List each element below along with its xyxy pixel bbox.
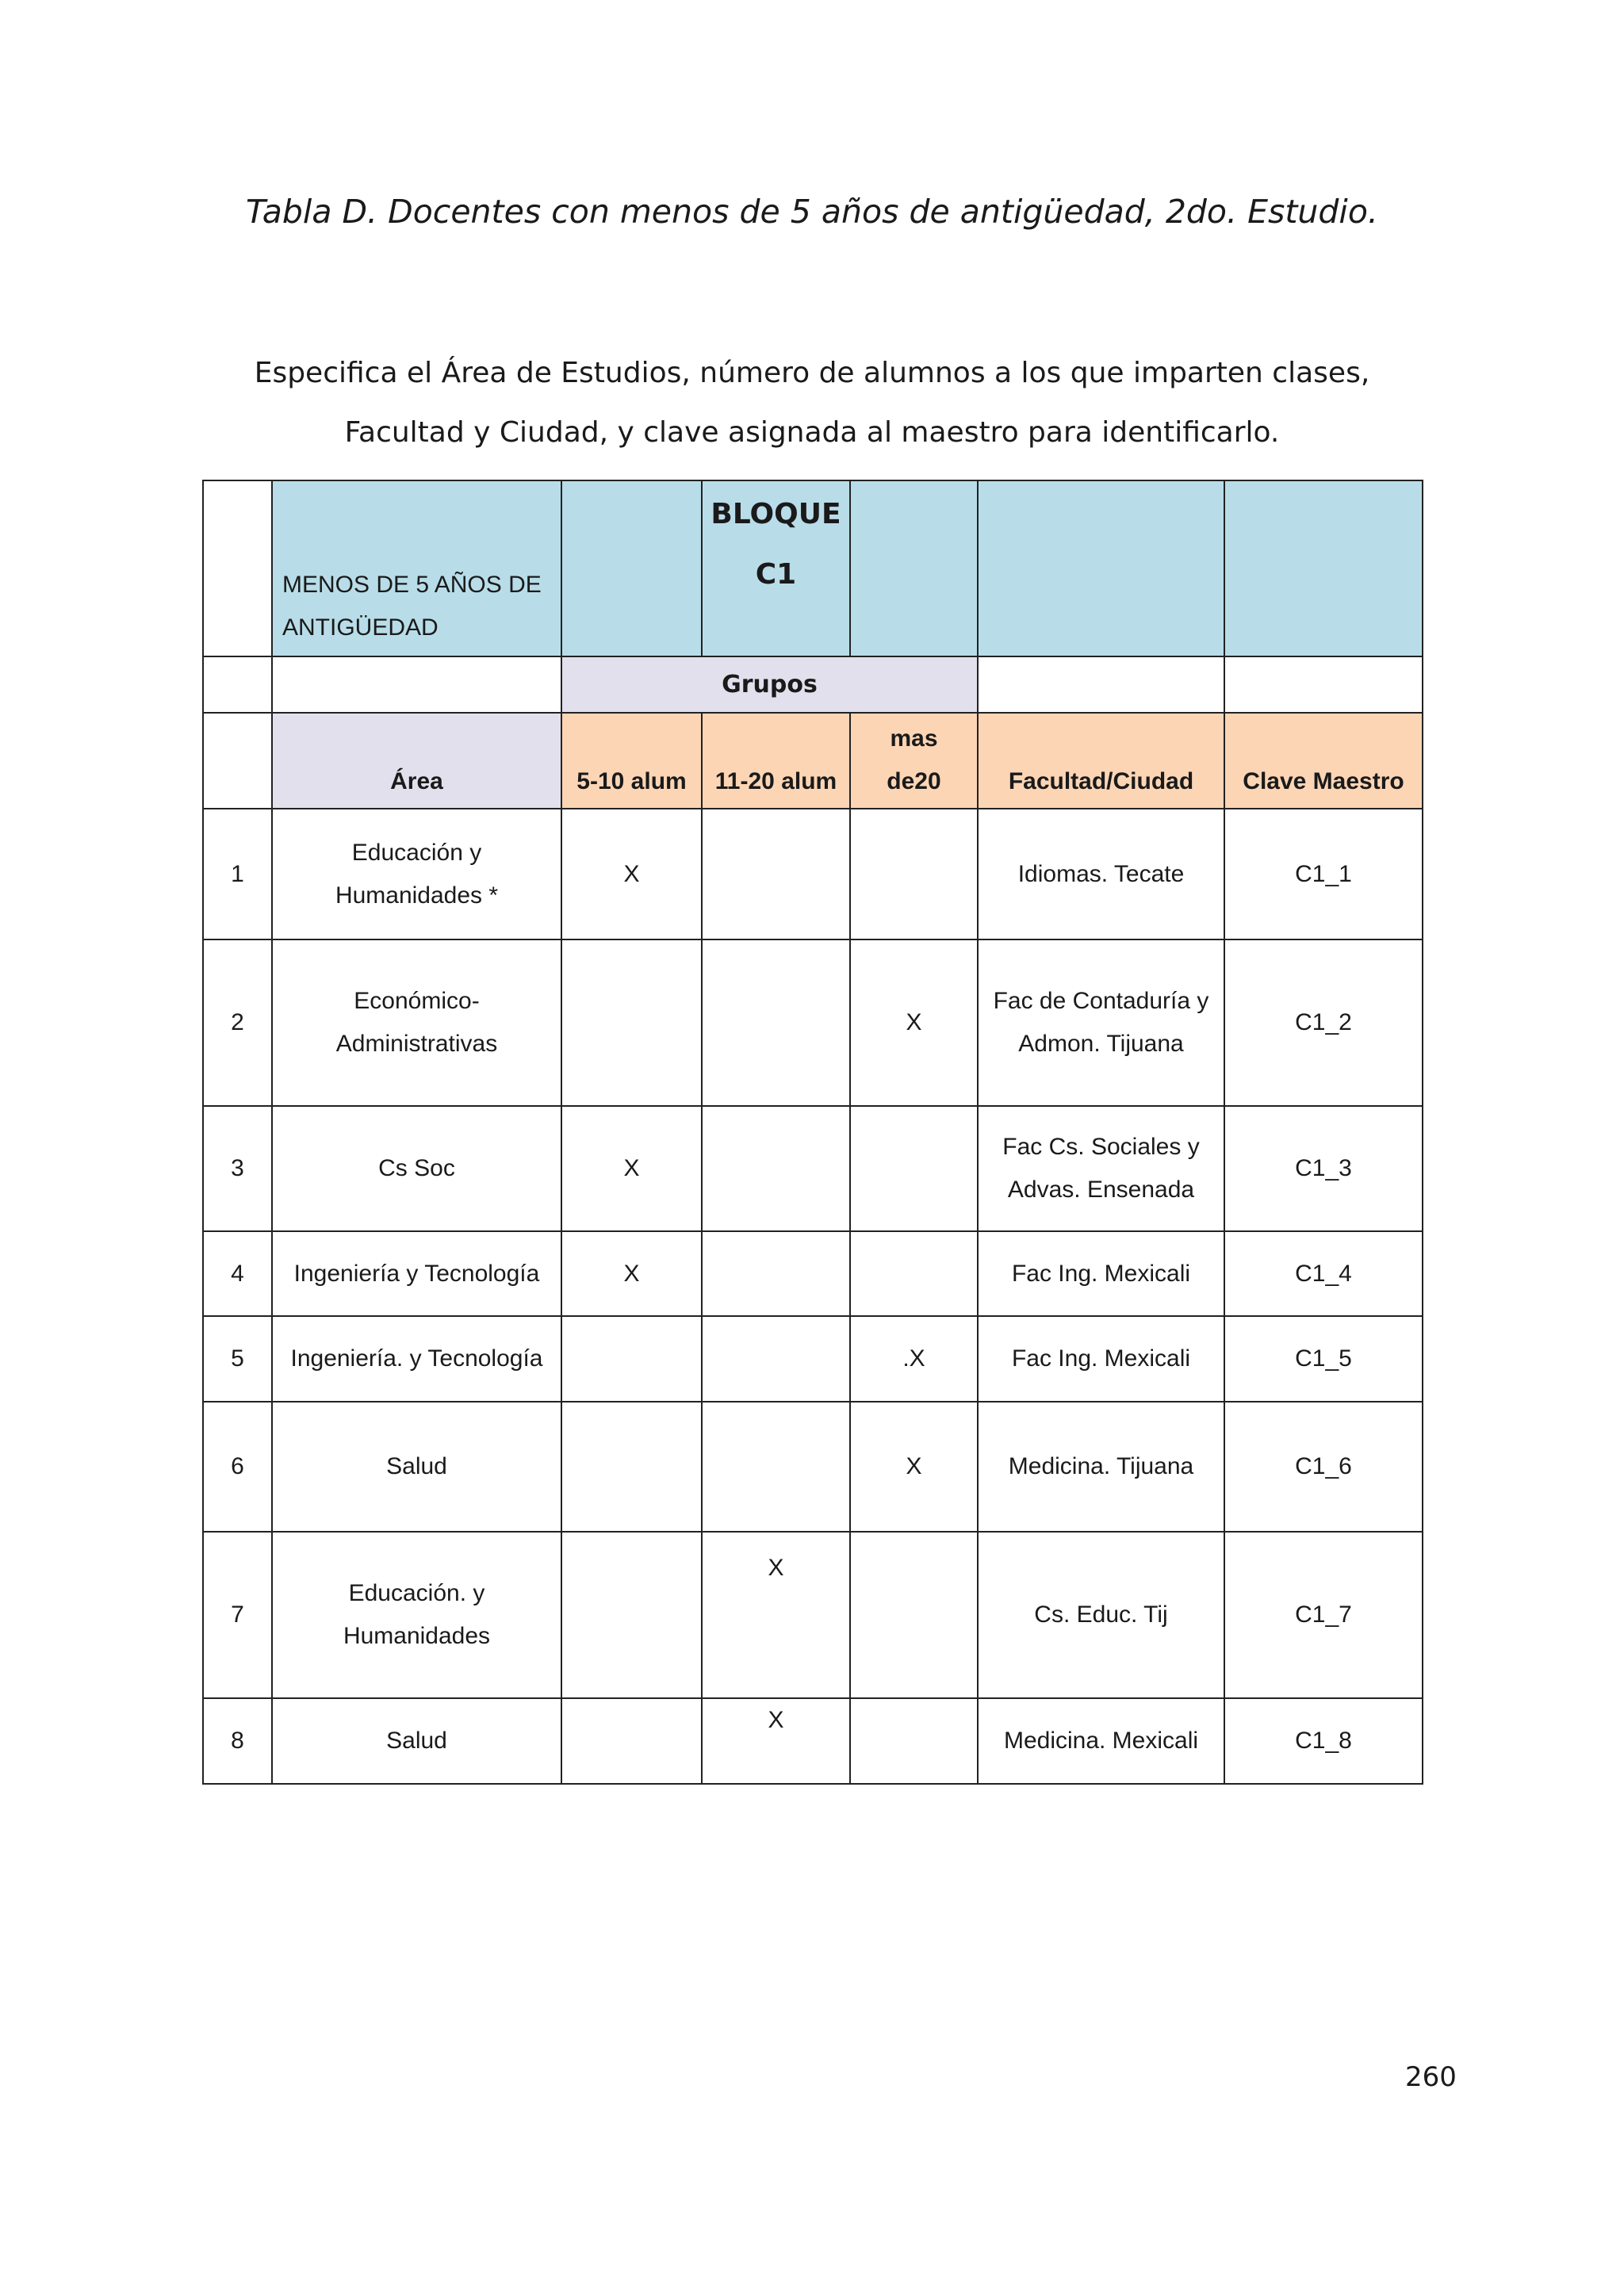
facultad-line: Advas. Ensenada [1007,1177,1195,1203]
group-5-10-mark [561,1698,702,1784]
area-line: Salud [386,1728,447,1754]
table-row [203,1231,1423,1316]
column-header-11-20: 11-20 alum [702,713,850,809]
page-number: 260 [1405,2061,1457,2093]
bloque-code: C1 [755,558,797,591]
group-11-20-mark [702,1231,850,1316]
header-row-columns [203,713,1423,809]
header-corner-cell [203,480,272,656]
clave-cell: C1_6 [1224,1402,1423,1532]
header-blank-cell [203,713,272,809]
group-20-mark [850,809,978,939]
group-5-10-mark [561,1532,702,1698]
group-5-10-mark: X [561,1231,702,1316]
seniority-group-label: MENOS DE 5 AÑOS DE ANTIGÜEDAD [272,480,561,656]
group-20-mark: .X [850,1316,978,1402]
header-blank-cell [978,480,1224,656]
clave-cell: C1_7 [1224,1532,1423,1698]
bloque-header [702,480,850,656]
area-cell [272,1231,561,1316]
row-number: 3 [203,1106,272,1231]
facultad-line: Idiomas. Tecate [1017,860,1185,887]
row-number: 4 [203,1231,272,1316]
area-line: Educación. y [348,1580,485,1606]
row-number: 5 [203,1316,272,1402]
facultad-cell [978,1231,1224,1316]
table-row [203,1106,1423,1231]
group-11-20-mark [702,1316,850,1402]
clave-cell: C1_3 [1224,1106,1423,1231]
grupos-header: Grupos [561,656,978,713]
header-blank-cell [203,656,272,713]
group-20-mark [850,1698,978,1784]
table-row [203,939,1423,1106]
facultad-line: Fac de Contaduría y [993,988,1209,1014]
group-5-10-mark: X [561,809,702,939]
area-line: Ingeniería y Tecnología [293,1260,540,1287]
row-number: 7 [203,1532,272,1698]
group-5-10-mark [561,939,702,1106]
header-blank-cell [978,656,1224,713]
table-row [203,1402,1423,1532]
facultad-line: Fac Cs. Sociales y [1002,1134,1200,1160]
table-row [203,809,1423,939]
table-row [203,1698,1423,1784]
table-row [203,1316,1423,1402]
facultad-cell [978,1316,1224,1402]
facultad-line: Medicina. Tijuana [1008,1453,1194,1479]
row-number: 6 [203,1402,272,1532]
area-cell [272,1532,561,1698]
clave-cell: C1_2 [1224,939,1423,1106]
row-number: 8 [203,1698,272,1784]
header-row-bloque [203,480,1423,656]
group-20-mark [850,1106,978,1231]
table-caption: Tabla D. Docentes con menos de 5 años de antigüedad, 2do. Estudio. [246,193,1378,231]
facultad-cell [978,939,1224,1106]
facultad-line: Fac Ing. Mexicali [1011,1260,1191,1287]
area-line: Administrativas [335,1031,498,1057]
group-5-10-mark [561,1402,702,1532]
column-header-facultad: Facultad/Ciudad [978,713,1224,809]
group-20-mark [850,1231,978,1316]
area-line: Salud [386,1453,447,1479]
area-cell [272,1316,561,1402]
area-line: Educación y [351,839,482,866]
bloque-label: BLOQUE [710,498,841,530]
facultad-line: Admon. Tijuana [1018,1031,1184,1057]
group-5-10-mark [561,1316,702,1402]
column-header-clave: Clave Maestro [1224,713,1423,809]
area-line: Humanidades * [335,882,499,909]
clave-cell: C1_1 [1224,809,1423,939]
area-line: Humanidades [343,1623,491,1649]
column-header-mas-de-20 [850,713,978,809]
facultad-line: Fac Ing. Mexicali [1011,1345,1191,1372]
area-cell [272,1698,561,1784]
facultad-cell [978,809,1224,939]
header-row-grupos [203,656,1423,713]
group-11-20-mark [702,1106,850,1231]
group-11-20-mark [702,1402,850,1532]
group-5-10-mark: X [561,1106,702,1231]
area-cell [272,809,561,939]
facultad-cell [978,1106,1224,1231]
area-cell [272,1106,561,1231]
clave-cell: C1_5 [1224,1316,1423,1402]
row-number: 2 [203,939,272,1106]
header-blank-cell [850,480,978,656]
clave-cell: C1_4 [1224,1231,1423,1316]
facultad-line: Cs. Educ. Tij [1034,1601,1168,1628]
group-11-20-mark [702,809,850,939]
facultad-line: Medicina. Mexicali [1003,1728,1199,1754]
column-header-5-10: 5-10 alum [561,713,702,809]
area-line: Económico- [354,988,480,1014]
table-row [203,1532,1423,1698]
group-20-mark: X [850,1402,978,1532]
intro-line-1: Especifica el Área de Estudios, número de alumnos a los que imparten clases, [254,357,1370,389]
area-cell [272,939,561,1106]
facultad-cell [978,1698,1224,1784]
area-cell [272,1402,561,1532]
column-header-de20: de20 [887,768,941,794]
facultad-cell [978,1532,1224,1698]
group-11-20-mark [702,939,850,1106]
header-blank-cell [1224,656,1423,713]
column-header-mas: mas [890,725,938,752]
row-number: 1 [203,809,272,939]
group-11-20-mark: X [702,1532,850,1698]
area-line: Ingeniería. y Tecnología [290,1345,543,1372]
teachers-table [202,480,1423,1785]
intro-line-2: Facultad y Ciudad, y clave asignada al maestro para identificarlo. [344,416,1280,449]
header-blank-cell [1224,480,1423,656]
group-20-mark [850,1532,978,1698]
header-blank-cell [272,656,561,713]
group-20-mark: X [850,939,978,1106]
facultad-cell [978,1402,1224,1532]
clave-cell: C1_8 [1224,1698,1423,1784]
area-line: Cs Soc [378,1155,455,1181]
group-11-20-mark: X [702,1698,850,1784]
header-blank-cell [561,480,702,656]
column-header-area: Área [272,713,561,809]
